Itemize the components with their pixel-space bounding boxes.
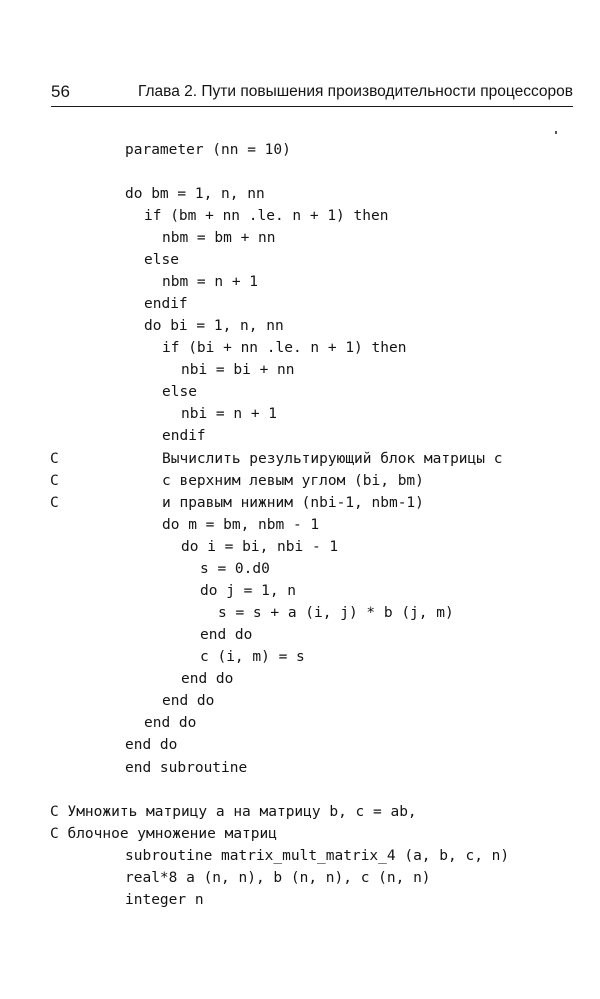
code-line: else (162, 384, 197, 400)
code-line: end subroutine (125, 760, 248, 776)
code-line: nbm = n + 1 (162, 274, 259, 290)
code-line: end do (200, 627, 253, 643)
code-comment-line: с верхним левым углом (bi, bm) (162, 473, 424, 489)
running-title: Глава 2. Пути повышения производительности процессоров (137, 83, 573, 100)
code-line: nbm = bm + nn (162, 230, 276, 246)
comment-marker: C (50, 495, 59, 511)
code-line: do bi = 1, n, nn (144, 318, 284, 334)
code-line: else (144, 252, 179, 268)
code-line: do i = bi, nbi - 1 (181, 539, 339, 555)
code-line: do j = 1, n (200, 583, 297, 599)
code-line: end do (125, 737, 178, 753)
code-line: do m = bm, nbm - 1 (162, 517, 320, 533)
code-line: nbi = bi + nn (181, 362, 295, 378)
code-line: end do (162, 693, 215, 709)
code-comment-line: C Умножить матрицу a на матрицу b, c = ab, (50, 804, 417, 820)
code-comment-line: и правым нижним (nbi-1, nbm-1) (162, 495, 424, 511)
page-number: 56 (51, 82, 70, 101)
code-line: endif (162, 428, 206, 444)
comment-marker: C (50, 473, 59, 489)
code-line: do bm = 1, n, nn (125, 186, 265, 202)
code-line: s = s + a (i, j) * b (j, m) (218, 605, 454, 621)
code-line: nbi = n + 1 (181, 406, 278, 422)
code-line: end do (181, 671, 234, 687)
code-line: real*8 a (n, n), b (n, n), c (n, n) (125, 870, 431, 886)
code-line: endif (144, 296, 188, 312)
code-comment-line: C блочное умножение матриц (50, 826, 277, 842)
code-line: if (bi + nn .le. n + 1) then (162, 340, 407, 356)
code-line: subroutine matrix_mult_matrix_4 (a, b, c, n) (125, 848, 510, 864)
page-header (51, 82, 573, 107)
code-line: s = 0.d0 (200, 561, 270, 577)
code-line: end do (144, 715, 197, 731)
code-line: c (i, m) = s (200, 649, 305, 665)
code-line: integer n (125, 892, 204, 908)
print-speck (555, 131, 557, 134)
comment-marker: C (50, 451, 59, 467)
code-line: if (bm + nn .le. n + 1) then (144, 208, 389, 224)
code-comment-line: Вычислить результирующий блок матрицы c (162, 451, 503, 467)
code-line: parameter (nn = 10) (125, 142, 291, 158)
